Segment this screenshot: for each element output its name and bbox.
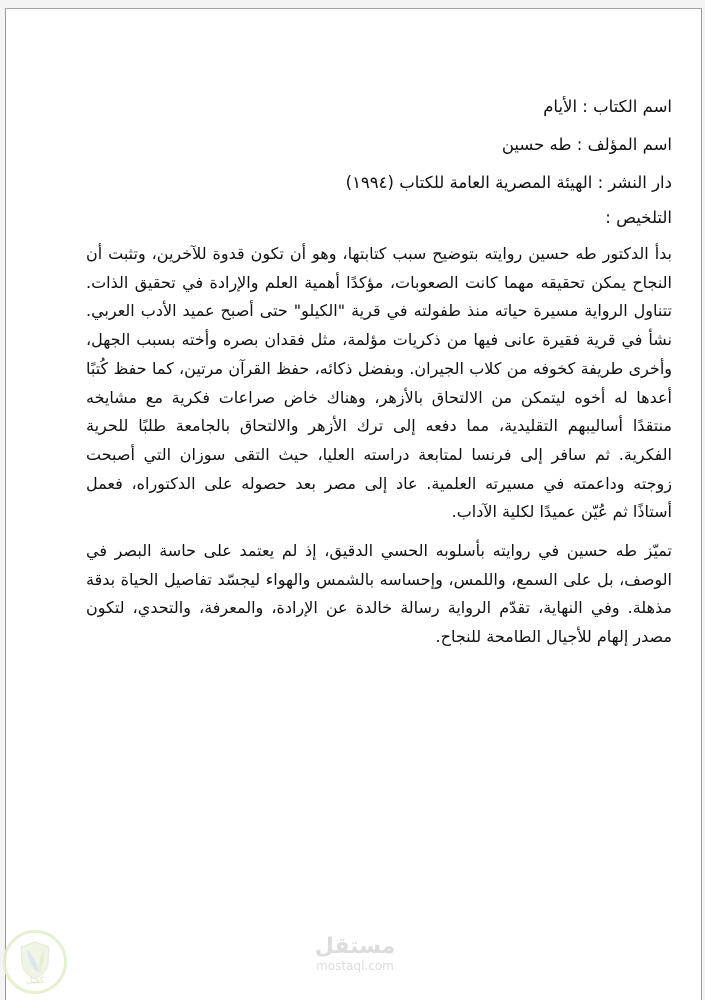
kafeel-watermark-text: كفيل (25, 976, 45, 986)
document-content (86, 97, 672, 652)
mostaql-watermark (305, 935, 405, 973)
document-page (5, 8, 702, 1000)
mostaql-logo-url: mostaql.com (316, 959, 394, 973)
author-line: اسم المؤلف : طه حسين (501, 135, 672, 154)
summary-paragraph-2: تميّز طه حسين في روايته بأسلوبه الحسي الدقيق، إذ لم يعتمد على حاسة البصر في الوصف، بل على السمع، واللمس، وإحساسه بالشمس والهواء ليجسّد تفاصيل الحياة بدقة مذهلة. وفي النهاية، تقدّم الرواية رسالة خالدة عن الإرادة، والمعرفة، والتحدي، لتكون مصدر إلهام للأجيال الطامحة للنجاح. (86, 541, 672, 647)
mostaql-logo-arabic: مستقل (314, 934, 396, 959)
summary-paragraph-1: بدأ الدكتور طه حسين روايته بتوضيح سبب كتابتها، وهو أن تكون قدوة للآخرين، وتثبت أن النجاح يمكن تحقيقه مهما كانت الصعوبات، مؤكدًا أهمية العلم والإرادة في تحقيق الذات. تتناول الرواية مسيرة حياته منذ طفولته في قرية "الكيلو" حتى أصبح عميد الأدب العربي. نشأ في قرية فقيرة عانى فيها من ذكريات مؤلمة، مثل فقدان بصره وأخته بسبب الجهل، وأخرى طريفة كخوفه من كلاب الجيران. وبفضل ذكائه، حفظ القرآن مرتين، كما حفظ كُتبًا أعدها له أخوه ليتمكن من الالتحاق بالأزهر، وهناك خاض صراعات فكرية مع مشايخه منتقدًا أساليبهم التقليدية، مما دفعه إلى ترك الأزهر والالتحاق بالجامعة طلبًا للحرية الفكرية. ثم سافر إلى فرنسا لمتابعة دراسته العليا، حيث التقى سوزان التي أصبحت زوجته وداعمته في مسيرته العلمية. عاد إلى مصر بعد حصوله على الدكتوراه، فعمل أستاذًا ثم عُيّن عميدًا لكلية الآداب. (86, 244, 672, 522)
book-title-line: اسم الكتاب : الأيام (543, 97, 672, 116)
summary-label: التلخيص : (605, 208, 672, 227)
publisher-line: دار النشر : الهيئة المصرية العامة للكتاب (١٩٩٤) (345, 173, 672, 192)
kafeel-watermark (3, 930, 67, 994)
